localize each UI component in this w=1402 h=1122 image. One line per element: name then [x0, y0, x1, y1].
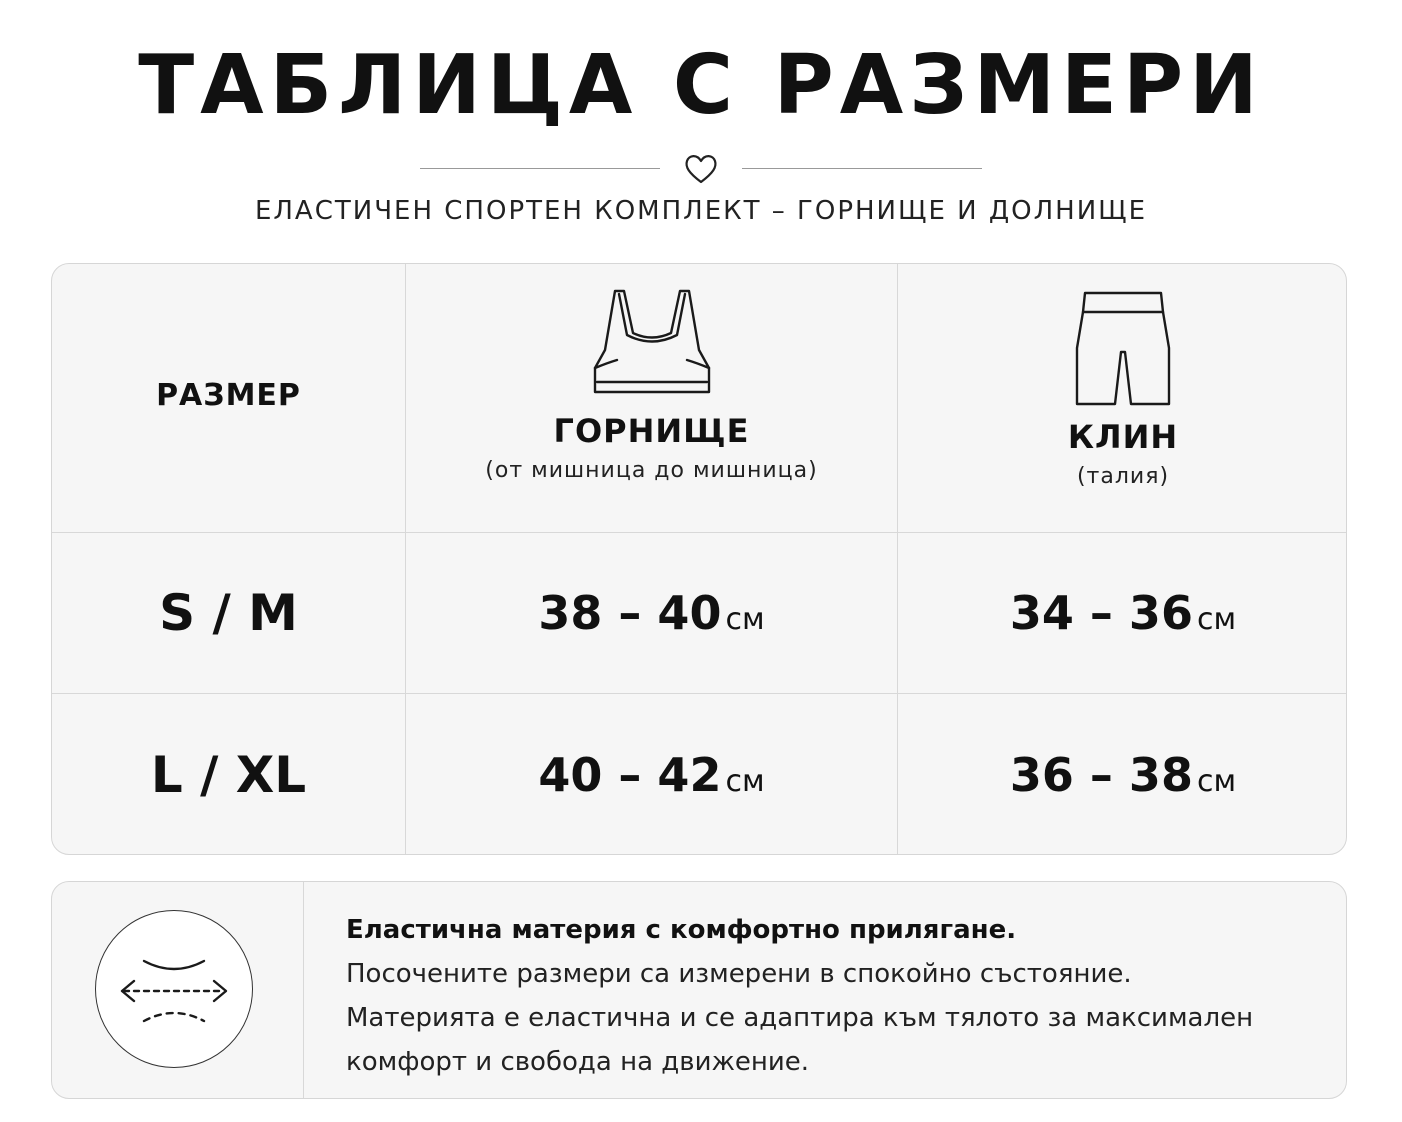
row-bottom-cell	[898, 533, 1347, 693]
note-line: Посочените размери са измерени в спокойно състояние.	[346, 959, 1132, 989]
heart-icon	[683, 152, 719, 186]
stretch-fabric-icon	[96, 911, 252, 1067]
size-table	[51, 263, 1347, 855]
bottom-range: 36 – 38	[1009, 748, 1193, 802]
sports-bra-icon	[587, 288, 717, 404]
top-range: 38 – 40	[538, 586, 722, 640]
note-line: комфорт и свобода на движение.	[346, 1047, 810, 1077]
stretch-icon-circle	[95, 910, 253, 1068]
bottom-measurement	[1010, 586, 1236, 640]
size-label: S / M	[159, 584, 298, 642]
top-measurement	[538, 748, 764, 802]
unit-label: см	[1196, 602, 1237, 637]
row-top-cell	[406, 694, 897, 855]
header-bottom-name: КЛИН	[1067, 418, 1179, 456]
divider-line-left	[420, 168, 660, 169]
fabric-note	[51, 881, 1347, 1099]
header-size-label: РАЗМЕР	[156, 377, 301, 413]
note-lead: Еластична материя с комфортно прилягане.	[346, 915, 1017, 945]
size-label: L / XL	[150, 746, 307, 804]
header-bottom-cell	[898, 264, 1347, 532]
shorts-icon	[1071, 290, 1175, 408]
row-size-cell	[52, 533, 405, 693]
note-divider	[303, 882, 304, 1098]
top-measurement	[538, 586, 764, 640]
row-bottom-cell	[898, 694, 1347, 855]
unit-label: см	[725, 764, 765, 799]
top-range: 40 – 42	[538, 748, 722, 802]
bottom-range: 34 – 36	[1009, 586, 1193, 640]
row-size-cell	[52, 694, 405, 855]
bottom-measurement	[1010, 748, 1236, 802]
header-bottom-note: (талия)	[1076, 464, 1170, 489]
divider-line-right	[742, 168, 982, 169]
header-top-cell	[406, 264, 897, 532]
page-subtitle: ЕЛАСТИЧЕН СПОРТЕН КОМПЛЕКТ – ГОРНИЩЕ И ДОЛНИЩЕ	[254, 196, 1148, 226]
page-title: ТАБЛИЦА С РАЗМЕРИ	[138, 38, 1264, 133]
row-top-cell	[406, 533, 897, 693]
note-line: Материята е еластична и се адаптира към тялото за максимален	[346, 1003, 1254, 1033]
note-text	[346, 908, 1326, 1084]
header-size-cell	[52, 264, 405, 532]
title-divider	[420, 152, 982, 186]
header-top-note: (от мишница до мишница)	[485, 458, 818, 483]
unit-label: см	[725, 602, 765, 637]
unit-label: см	[1196, 764, 1237, 799]
header-top-name: ГОРНИЩЕ	[553, 412, 750, 450]
